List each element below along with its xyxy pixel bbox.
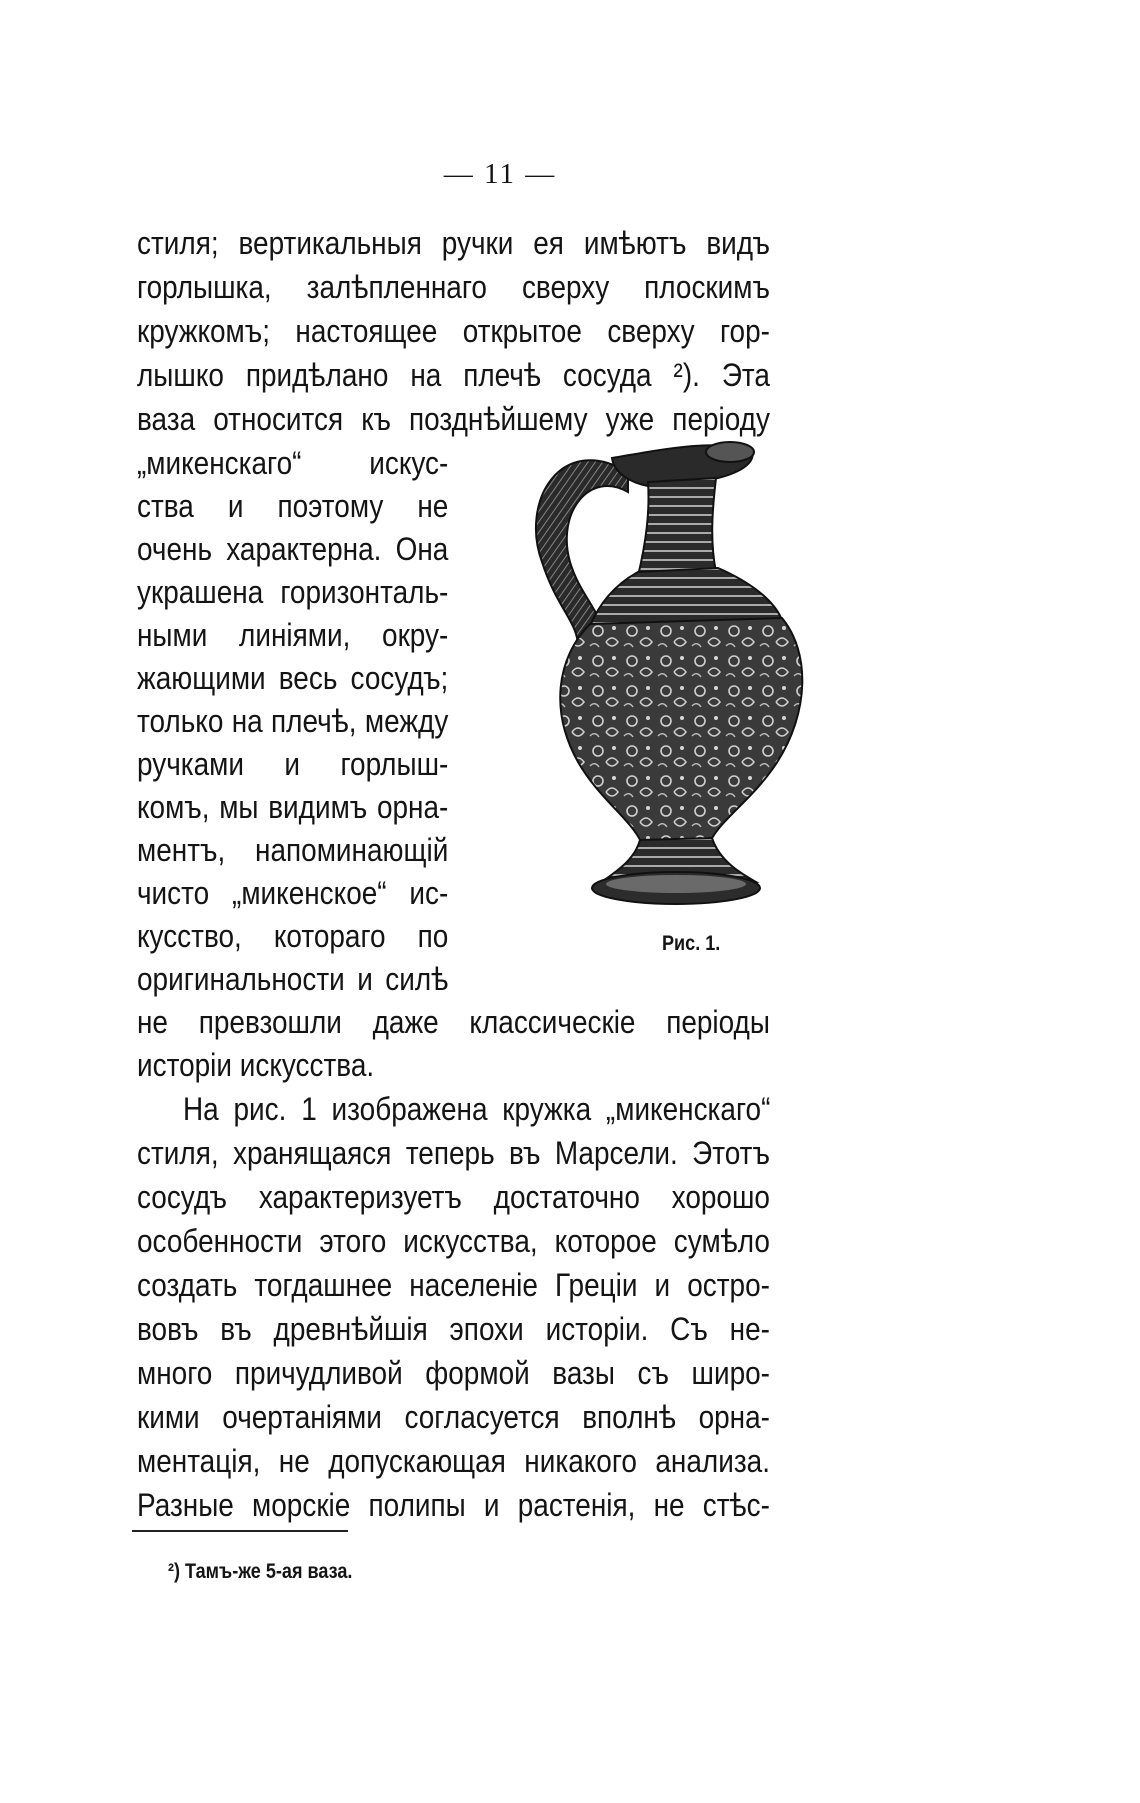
text-line: украшена горизонталь- [137,574,449,610]
text-line: На рис. 1 изображена кружка „микенскаго“ [183,1091,771,1127]
text-line: исторіи искусства. [137,1047,375,1083]
text-line: ными линіями, окру- [137,617,449,653]
footnote: ²) Тамъ-же 5-ая ваза. [168,1560,353,1583]
text-line: ства и поэтому не [137,488,449,524]
text-line: сосудъ характеризуетъ достаточно хорошо [137,1179,770,1215]
text-line: только на плечѣ, между [137,703,449,739]
footnote-divider [132,1530,348,1532]
text-line: горлышка, залѣпленнаго сверху плоскимъ [137,269,770,305]
text-line: стиля, хранящаяся теперь въ Марсели. Этотъ [137,1135,770,1171]
text-line: много причудливой формой вазы съ широ- [137,1355,770,1391]
vase-illustration [520,412,820,932]
page-number: — 11 — [443,158,557,190]
text-line: кусство, котораго по [137,918,449,954]
text-line: очень характерна. Она [137,531,449,567]
text-line: стиля; вертикальныя ручки ея имѣютъ видъ [137,225,770,261]
text-line: ручками и горлыш- [137,746,449,782]
text-line: „микенскаго“ искус- [137,445,449,481]
text-line: ментація, не допускающая никакого анализа. [137,1443,770,1479]
text-line: кими очертаніями согласуется вполнѣ орна- [137,1399,770,1435]
text-line: создать тогдашнее населеніе Греціи и остро- [137,1267,770,1303]
text-line: ваза относится къ позднѣйшему уже періоду [137,401,770,437]
text-line: комъ, мы видимъ орна- [137,789,449,825]
text-line: ментъ, напоминающій [137,832,449,868]
figure-caption: Рис. 1. [662,932,721,955]
text-line: Разные морскіе полипы и растенія, не стѣс- [137,1487,770,1523]
text-line: вовъ въ древнѣйшія эпохи исторіи. Съ не- [137,1311,770,1347]
text-line: чисто „микенское“ ис- [137,875,449,911]
text-line: не превзошли даже классическіе періоды [137,1004,770,1040]
text-line: жающими весь сосудъ; [137,660,449,696]
text-line: кружкомъ; настоящее открытое сверху гор- [137,313,770,349]
text-line: лышко придѣлано на плечѣ сосуда ²). Эта [137,357,770,393]
text-line: особенности этого искусства, которое сумѣло [137,1223,770,1259]
text-line: оригинальности и силѣ [137,961,449,997]
